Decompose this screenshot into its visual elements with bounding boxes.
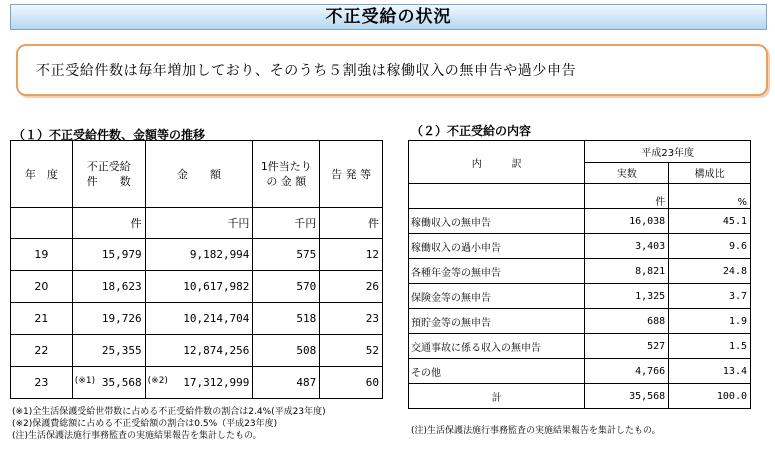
table-row: [409, 284, 751, 309]
cell-count: [72, 335, 145, 367]
cell-label: 稼働収入の無申告: [409, 209, 585, 234]
cell-ratio: 13.4: [669, 359, 751, 384]
units-row: [11, 208, 383, 239]
cell-amount: [145, 271, 253, 303]
fraud-breakdown-table: [408, 140, 751, 409]
cell-count: 4,766: [585, 359, 669, 384]
header-fiscal-year: 平成23年度: [585, 141, 751, 163]
cell-year: 22: [11, 335, 73, 367]
header-item: 内 訳: [409, 141, 585, 184]
cell-count: 688: [585, 309, 669, 334]
cell-reports: 12: [320, 239, 383, 271]
cell-per-case: 508: [253, 335, 320, 367]
cell-label: 各種年金等の無申告: [409, 259, 585, 284]
cell-per-case: 518: [253, 303, 320, 335]
cell-amount-value: 17,312,999: [183, 376, 250, 389]
cell-count: [72, 367, 145, 399]
note-1: (※1)全生活保護受給世帯数に占める不正受給件数の割合は2.4%(平成23年度): [12, 407, 326, 417]
note-3: (注)生活保護法施行事務監査の実施結果報告を集計したもの。: [12, 431, 262, 441]
title-bar: [10, 4, 767, 30]
cell-count: 16,038: [585, 209, 669, 234]
cell-label: 預貯金等の無申告: [409, 309, 585, 334]
header-per-case-text: 1件当たり の 金 額: [260, 160, 312, 188]
header-count-text: 不正受給 件 数: [86, 160, 131, 188]
cell-ratio: 1.5: [669, 334, 751, 359]
cell-count-value: 35,568: [101, 376, 142, 389]
cell-year: 20: [11, 271, 73, 303]
cell-ratio: 1.9: [669, 309, 751, 334]
cell-amount-value: 9,182,994: [189, 248, 250, 261]
cell-ratio: 3.7: [669, 284, 751, 309]
cell-reports: 26: [320, 271, 383, 303]
table-row: [11, 367, 383, 399]
unit-blank: [409, 184, 585, 209]
cell-count: [72, 239, 145, 271]
table-row: [11, 239, 383, 271]
cell-per-case: 487: [253, 367, 320, 399]
table-row: [409, 334, 751, 359]
header-amount: 金 額: [145, 141, 253, 208]
cell-year: 21: [11, 303, 73, 335]
cell-amount-value: 10,214,704: [183, 312, 250, 325]
table1-title: （１）不正受給件数、金額等の推移: [13, 128, 206, 142]
table-row: [409, 359, 751, 384]
cell-total-count: 35,568: [585, 384, 669, 409]
cell-count: 8,821: [585, 259, 669, 284]
cell-amount: [145, 335, 253, 367]
unit-per-case: 千円: [253, 208, 320, 239]
cell-reports: 60: [320, 367, 383, 399]
cell-count-note: (※1): [74, 376, 96, 386]
header-ratio: 構成比: [669, 162, 751, 184]
unit-ratio: %: [669, 184, 751, 209]
unit-amount: 千円: [145, 208, 253, 239]
cell-year: 19: [11, 239, 73, 271]
cell-ratio: 9.6: [669, 234, 751, 259]
cell-ratio: 24.8: [669, 259, 751, 284]
cell-amount-note: (※2): [147, 376, 168, 386]
note-2: (※2)保護費総額に占める不正受給額の割合は0.5%（平成23年度): [12, 419, 278, 429]
table-row: [409, 209, 751, 234]
header-count: [72, 141, 145, 208]
cell-amount-value: 10,617,982: [183, 280, 250, 293]
summary-text: 不正受給件数は毎年増加しており、そのうち５割強は稼働収入の無申告や過少申告: [36, 63, 577, 79]
table-row: [11, 335, 383, 367]
cell-label: その他: [409, 359, 585, 384]
cell-label: 保険金等の無申告: [409, 284, 585, 309]
cell-count: 527: [585, 334, 669, 359]
summary-box: [16, 44, 768, 96]
table-row: [11, 271, 383, 303]
table-row: [11, 303, 383, 335]
cell-reports: 23: [320, 303, 383, 335]
cell-count-value: 19,726: [101, 312, 142, 325]
header-year: 年 度: [11, 141, 73, 208]
cell-label: 稼働収入の過小申告: [409, 234, 585, 259]
cell-per-case: 575: [253, 239, 320, 271]
table-header-row: [409, 141, 751, 163]
cell-per-case: 570: [253, 271, 320, 303]
table1-notes: [12, 406, 326, 442]
cell-total-ratio: 100.0: [669, 384, 751, 409]
cell-count-value: 18,623: [101, 280, 142, 293]
unit-count: 件: [72, 208, 145, 239]
total-row: [409, 384, 751, 409]
cell-count: 1,325: [585, 284, 669, 309]
cell-count-value: 25,355: [101, 344, 142, 357]
cell-count: [72, 303, 145, 335]
cell-count: [72, 271, 145, 303]
cell-total-label: 計: [409, 384, 585, 409]
cell-year: 23: [11, 367, 73, 399]
header-per-case: [253, 141, 320, 208]
cell-amount: [145, 367, 253, 399]
page-title: 不正受給の状況: [325, 7, 452, 27]
table-row: [409, 234, 751, 259]
fraud-trend-table: [10, 140, 383, 399]
table2-note: (注)生活保護法施行事務監査の実施結果報告を集計したもの。: [411, 426, 661, 436]
cell-amount: [145, 303, 253, 335]
cell-count-value: 15,979: [101, 248, 142, 261]
unit-count: 件: [585, 184, 669, 209]
units-row: [409, 184, 751, 209]
cell-amount-value: 12,874,256: [183, 344, 250, 357]
header-reports: 告 発 等: [320, 141, 383, 208]
table-row: [409, 259, 751, 284]
header-count: 実数: [585, 162, 669, 184]
cell-ratio: 45.1: [669, 209, 751, 234]
cell-amount: [145, 239, 253, 271]
table-row: [409, 309, 751, 334]
cell-label: 交通事故に係る収入の無申告: [409, 334, 585, 359]
unit-year: [11, 208, 73, 239]
table-header-row: [11, 141, 383, 208]
unit-reports: 件: [320, 208, 383, 239]
cell-count: 3,403: [585, 234, 669, 259]
table2-title: （２）不正受給の内容: [411, 124, 532, 138]
cell-reports: 52: [320, 335, 383, 367]
